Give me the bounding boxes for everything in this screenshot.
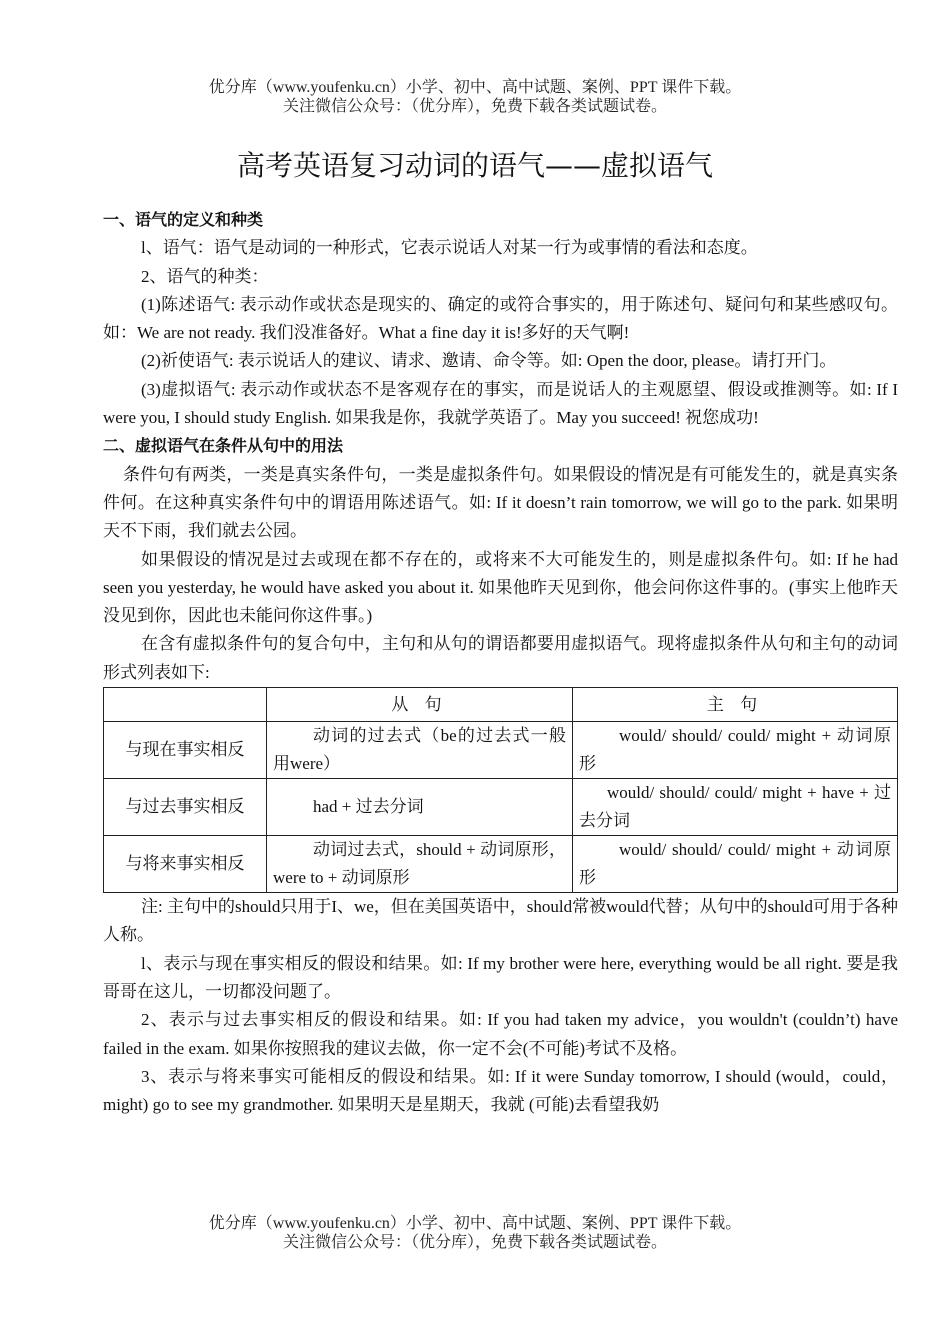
- table-corner-cell: [104, 688, 267, 722]
- table-header-clause: 从 句: [267, 688, 573, 722]
- table-row: [104, 722, 898, 779]
- example-paragraph: 3、表示与将来事实可能相反的假设和结果。如: If it were Sunday tomorrow, I should (would，could，might) go to see my grandmother. 如果明天是星期天，我就 (可能)去看望我奶: [103, 1066, 898, 1115]
- note-paragraph: 注: 主句中的should只用于I、we，但在美国英语中，should常被would代替；从句中的should可用于各种人称。: [103, 897, 898, 945]
- clause-cell: 动词的过去式（be的过去式一般用were）: [267, 722, 573, 779]
- paragraph: l、语气：语气是动词的一种形式，它表示说话人对某一行为或事情的看法和态度。: [141, 238, 758, 258]
- paragraph: (1)陈述语气: 表示动作或状态是现实的、确定的或符合事实的，用于陈述句、疑问句和某些感叹句。如：We are not ready. 我们没准备好。What a fine day it is!多好的天气啊!: [103, 294, 898, 343]
- section-2-heading: 二、虚拟语气在条件从句中的用法: [103, 436, 344, 456]
- paragraph: 如果假设的情况是过去或现在都不存在的，或将来不大可能发生的，则是虚拟条件句。如: If he had seen you yesterday, he would have asked you about it. 如果他昨天见到你，他会问你这件事的。(事实上他昨天没见到你，因此也未能问你这件事。): [103, 549, 898, 626]
- main-cell: would/ should/ could/ might + 动词原形: [573, 836, 898, 893]
- document-title: 高考英语复习动词的语气——虚拟语气: [236, 149, 713, 182]
- example-paragraph: l、表示与现在事实相反的假设和结果。如: If my brother were here, everything would be all right. 要是我哥哥在这儿，一切都没问题了。: [103, 953, 898, 1001]
- verb-form-table: [103, 687, 898, 893]
- main-cell: would/ should/ could/ might + 动词原形: [573, 722, 898, 779]
- row-label: 与过去事实相反: [104, 779, 267, 836]
- table-header-row: [104, 688, 898, 722]
- row-label: 与将来事实相反: [104, 836, 267, 893]
- table-row: [104, 836, 898, 893]
- paragraph: 2、语气的种类：: [141, 266, 269, 286]
- main-cell: would/ should/ could/ might + have + 过去分词: [573, 779, 898, 836]
- header-line-2: 关注微信公众号：（优分库），免费下载各类试题试卷。: [282, 98, 667, 115]
- paragraph: 条件句有两类，一类是真实条件句，一类是虚拟条件句。如果假设的情况是有可能发生的，就是真实条件何。在这种真实条件句中的谓语用陈述语气。如: If it doesn’t rain tomorrow, we will go to the park. 如果明天不下雨，我们就去公园。: [103, 464, 898, 541]
- table-header-main: 主 句: [573, 688, 898, 722]
- clause-cell: 动词过去式，should + 动词原形，were to + 动词原形: [267, 836, 573, 893]
- row-label: 与现在事实相反: [104, 722, 267, 779]
- page-header: [0, 78, 950, 116]
- paragraph: (2)祈使语气: 表示说话人的建议、请求、邀请、命令等。如: Open the door, please。请打开门。: [141, 351, 837, 371]
- footer-line-1: 优分库（www.youfenku.cn）小学、初中、高中试题、案例、PPT 课件下载。: [208, 1215, 742, 1232]
- page-footer: [0, 1214, 950, 1252]
- section-1-heading: 一、语气的定义和种类: [103, 210, 264, 229]
- footer-line-2: 关注微信公众号：（优分库），免费下载各类试题试卷。: [282, 1234, 667, 1251]
- paragraph: 在含有虚拟条件句的复合句中，主句和从句的谓语都要用虚拟语气。现将虚拟条件从句和主句的动词形式列表如下:: [103, 634, 898, 682]
- example-paragraph: 2、表示与过去事实相反的假设和结果。如: If you had taken my advice，you wouldn't (couldn’t) have failed in the exam. 如果你按照我的建议去做，你一定不会(不可能)考试不及格。: [103, 1010, 898, 1058]
- paragraph: (3)虚拟语气: 表示动作或状态不是客观存在的事实，而是说话人的主观愿望、假设或推测等。如: If I were you, I should study English. 如果我是你，我就学英语了。May you succeed! 祝您成功!: [103, 379, 898, 428]
- clause-cell: had + 过去分词: [267, 779, 573, 836]
- header-line-1: 优分库（www.youfenku.cn）小学、初中、高中试题、案例、PPT 课件下载。: [208, 79, 742, 96]
- document-body: [103, 206, 898, 1119]
- table-row: [104, 779, 898, 836]
